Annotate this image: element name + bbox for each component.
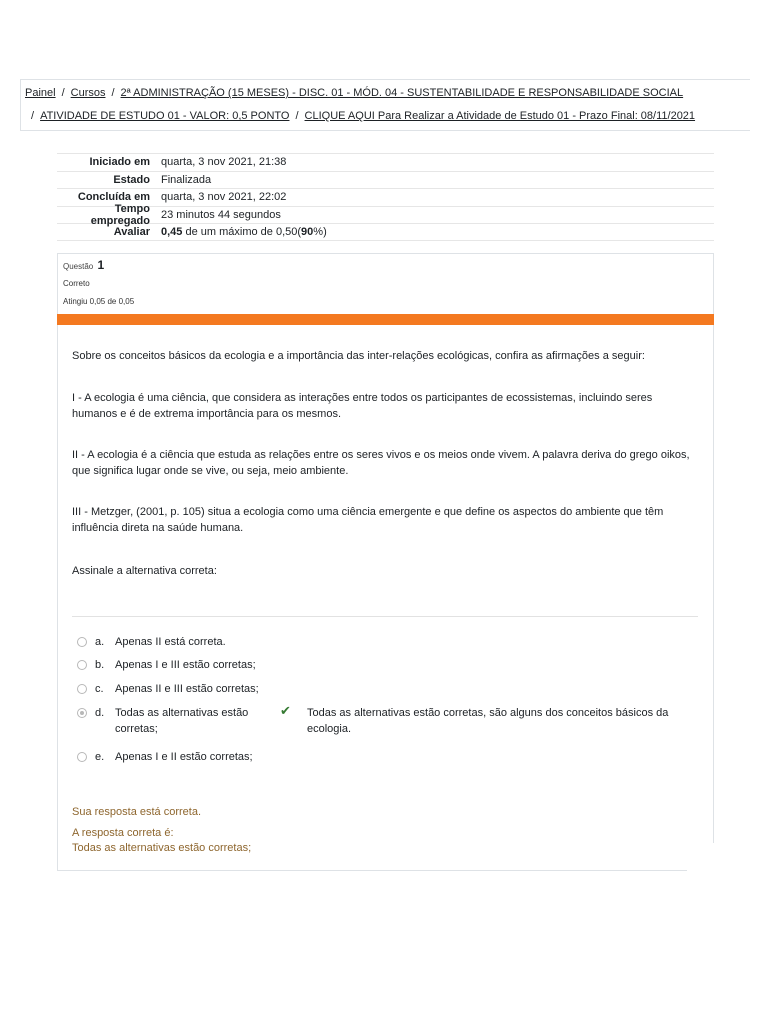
grade-text-end: %) [313, 225, 327, 238]
correct-answer-label: A resposta correta é: [72, 827, 174, 839]
radio-icon[interactable] [77, 684, 87, 694]
summary-row-started [57, 153, 714, 171]
breadcrumb [20, 79, 750, 131]
breadcrumb-line-1 [25, 87, 683, 99]
result-message: Sua resposta está correta. [72, 806, 202, 818]
breadcrumb-quiz[interactable]: CLIQUE AQUI Para Realizar a Atividade de Estudo 01 - Prazo Final: 08/11/2021 [304, 110, 696, 122]
breadcrumb-course[interactable]: 2ª ADMINISTRAÇÃO (15 MESES) - DISC. 01 - MÓD. 04 - SUSTENTABILIDADE E RESPONSABILIDADE SOCIAL [120, 87, 684, 99]
question-label: Questão [63, 262, 94, 271]
option-letter: d. [95, 707, 105, 719]
breadcrumb-line-2 [31, 110, 695, 122]
question-prompt: Assinale a alternativa correta: [72, 565, 217, 577]
check-icon: ✔ [280, 703, 291, 718]
question-statement-3: III - Metzger, (2001, p. 105) situa a ecologia como uma ciência emergente e que define os aspectos do ambiente que têm influência direta na saúde humana. [72, 506, 664, 534]
question-number-value: 1 [97, 258, 105, 272]
answer-divider [72, 616, 698, 617]
option-text: Apenas I e III estão corretas; [115, 659, 256, 671]
summary-label: Concluída em [77, 191, 150, 204]
breadcrumb-cursos[interactable]: Cursos [70, 87, 106, 99]
option-text: Todas as alternativas estão corretas; [115, 707, 249, 735]
question-accent-bar [57, 314, 714, 325]
option-feedback: Todas as alternativas estão corretas, são alguns dos conceitos básicos da ecologia. [307, 707, 669, 735]
summary-label: Estado [113, 173, 150, 186]
question-card [57, 325, 690, 871]
question-grade: Atingiu 0,05 de 0,05 [63, 297, 135, 306]
option-letter: a. [95, 636, 105, 648]
breadcrumb-separator: / [61, 87, 65, 99]
grade-score: 0,45 [161, 225, 183, 238]
summary-label: Tempo empregado [90, 202, 150, 227]
question-info [57, 253, 714, 315]
summary-label: Iniciado em [89, 156, 150, 169]
question-intro: Sobre os conceitos básicos da ecologia e a importância das inter-relações ecológicas, confira as afirmações a seguir: [72, 350, 645, 362]
radio-icon[interactable] [77, 752, 87, 762]
summary-value: 23 minutos 44 segundos [161, 208, 281, 221]
question-number [63, 258, 104, 272]
question-statement-1: I - A ecologia é uma ciência, que considera as interações entre todos os participantes de ecossistemas, incluindo seres humanos e é de extrema importância para os mesmos. [72, 392, 653, 420]
option-letter: c. [95, 683, 104, 695]
summary-row-time [57, 202, 714, 227]
radio-icon[interactable] [77, 637, 87, 647]
summary-value: quarta, 3 nov 2021, 22:02 [161, 191, 287, 204]
summary-row-state [57, 171, 714, 189]
question-card-right-border [713, 325, 714, 843]
grade-text: de um máximo de 0,50( [182, 225, 302, 238]
summary-value [161, 226, 714, 238]
summary-value: Finalizada [161, 173, 212, 186]
breadcrumb-separator: / [295, 110, 299, 122]
question-state: Correto [63, 279, 90, 288]
radio-icon[interactable] [77, 660, 87, 670]
breadcrumb-separator: / [111, 87, 115, 99]
question-statement-2: II - A ecologia é a ciência que estuda as relações entre os seres vivos e os meios onde vivem. A palavra deriva do grego oikos, que significa lugar onde se vive, ou seja, meio ambiente. [72, 449, 690, 477]
option-letter: b. [95, 659, 105, 671]
summary-row-grade [57, 223, 714, 241]
option-text: Apenas II está correta. [115, 636, 226, 648]
correct-answer-text: Todas as alternativas estão corretas; [72, 842, 252, 854]
grade-percent: 90 [301, 225, 314, 238]
attempt-summary-table [57, 153, 714, 241]
radio-checked-icon[interactable] [77, 708, 87, 718]
option-text: Apenas I e II estão corretas; [115, 751, 253, 763]
option-letter: e. [95, 751, 105, 763]
breadcrumb-activity[interactable]: ATIVIDADE DE ESTUDO 01 - VALOR: 0,5 PONTO [40, 110, 290, 122]
breadcrumb-separator: / [31, 110, 35, 122]
breadcrumb-painel[interactable]: Painel [25, 87, 56, 99]
summary-value: quarta, 3 nov 2021, 21:38 [161, 156, 287, 169]
summary-label: Avaliar [113, 225, 150, 238]
option-text: Apenas II e III estão corretas; [115, 683, 259, 695]
